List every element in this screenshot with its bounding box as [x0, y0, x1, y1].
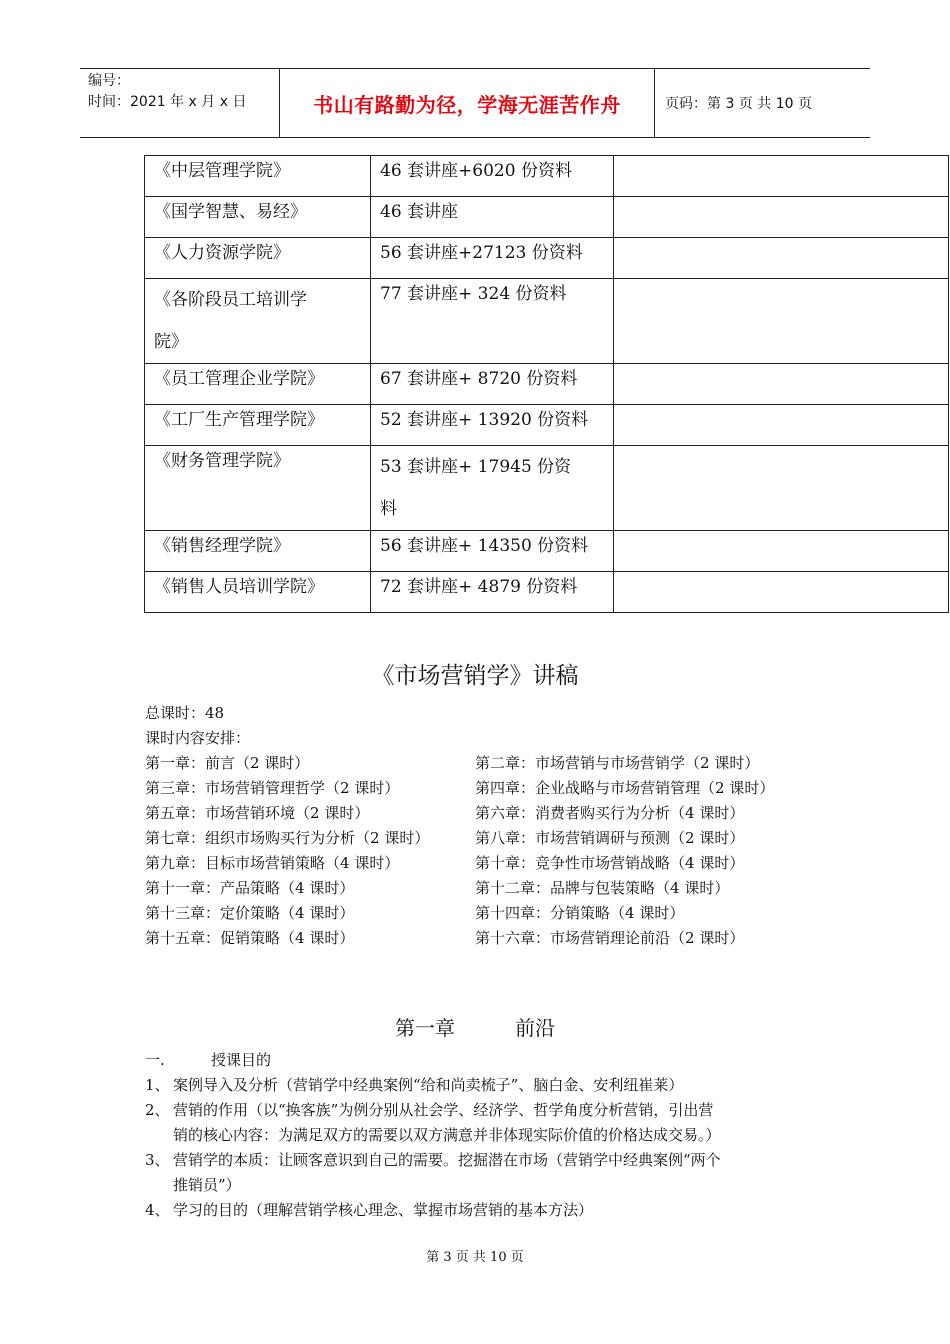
header-info [80, 69, 280, 137]
header-motto: 书山有路勤为径，学海无涯苦作舟 [280, 69, 655, 137]
schedule-item: 第十一章：产品策略（4 课时） [145, 879, 355, 897]
table-cell: 56 套讲座+ 14350 份资料 [371, 531, 614, 572]
table-cell: 72 套讲座+ 4879 份资料 [371, 572, 614, 613]
list-item [145, 1148, 825, 1198]
cell-line: 院》 [154, 332, 188, 352]
table-cell [145, 279, 371, 364]
list-item [145, 1073, 825, 1098]
page-header [80, 68, 870, 138]
item-number: 3、 [145, 1151, 170, 1169]
schedule-row [145, 926, 825, 951]
list-item [145, 1098, 825, 1148]
item-number: 4、 [145, 1201, 170, 1219]
section-heading [145, 1048, 271, 1073]
number-label: 编号： [88, 73, 130, 89]
cell-line: 料 [380, 499, 397, 519]
schedule-row [145, 751, 825, 776]
schedule-item: 第三章：市场营销管理哲学（2 课时） [145, 779, 400, 797]
item-number: 2、 [145, 1101, 170, 1119]
table-cell: 56 套讲座+27123 份资料 [371, 238, 614, 279]
table-cell [614, 238, 949, 279]
schedule-row [145, 851, 825, 876]
table-cell: 《销售人员培训学院》 [145, 572, 371, 613]
schedule-row [145, 826, 825, 851]
schedule-item: 第十章：竞争性市场营销战略（4 课时） [475, 854, 745, 872]
table-row [145, 156, 949, 197]
table-cell: 《销售经理学院》 [145, 531, 371, 572]
schedule-item: 第十四章：分销策略（4 课时） [475, 904, 685, 922]
table-cell [614, 446, 949, 531]
schedule-item: 第四章：企业战略与市场营销管理（2 课时） [475, 779, 775, 797]
header-page-code: 页码：第 3 页 共 10 页 [665, 96, 812, 112]
table-row [145, 531, 949, 572]
table-row [145, 279, 949, 364]
section-title: 授课目的 [211, 1051, 272, 1069]
item-text: 案例导入及分析（营销学中经典案例“给和尚卖梳子”、脑白金、安利纽崔莱） [173, 1076, 684, 1094]
table-cell: 《国学智慧、易经》 [145, 197, 371, 238]
chapter-number: 第一章 [395, 1016, 455, 1040]
table-row [145, 405, 949, 446]
item-text-continued: 推销员”） [173, 1176, 241, 1194]
table-cell: 46 套讲座+6020 份资料 [371, 156, 614, 197]
total-hours: 总课时：48 [145, 704, 225, 722]
schedule-item: 第十六章：市场营销理论前沿（2 课时） [475, 929, 745, 947]
schedule-row [145, 901, 825, 926]
table-cell [614, 572, 949, 613]
item-number: 1、 [145, 1076, 170, 1094]
schedule-item: 第六章：消费者购买行为分析（4 课时） [475, 804, 745, 822]
chapter-title [0, 1012, 950, 1041]
lecture-title: 《市场营销学》讲稿 [371, 663, 579, 689]
item-text: 营销学的本质：让顾客意识到自己的需要。挖掘潜在市场（营销学中经典案例“两个 [173, 1151, 721, 1169]
cell-line: 《各阶段员工培训学 [154, 290, 307, 310]
schedule-item: 第九章：目标市场营销策略（4 课时） [145, 854, 400, 872]
chapter-name: 前沿 [515, 1016, 555, 1040]
table-row [145, 238, 949, 279]
table-cell: 《工厂生产管理学院》 [145, 405, 371, 446]
list-item [145, 1198, 825, 1223]
table-cell [614, 405, 949, 446]
table-cell: 52 套讲座+ 13920 份资料 [371, 405, 614, 446]
table-cell [614, 197, 949, 238]
course-table [144, 155, 949, 613]
schedule-row [145, 876, 825, 901]
schedule-item: 第十五章：促销策略（4 课时） [145, 929, 355, 947]
table-row [145, 197, 949, 238]
schedule-item: 第五章：市场营销环境（2 课时） [145, 804, 370, 822]
schedule-label: 课时内容安排： [145, 729, 251, 747]
table-row [145, 364, 949, 405]
schedule-item: 第十三章：定价策略（4 课时） [145, 904, 355, 922]
cell-line: 53 套讲座+ 17945 份资 [380, 457, 572, 477]
table-cell [614, 364, 949, 405]
schedule-item: 第二章：市场营销与市场营销学（2 课时） [475, 754, 760, 772]
table-row [145, 446, 949, 531]
table-cell [614, 279, 949, 364]
schedule-item: 第八章：市场营销调研与预测（2 课时） [475, 829, 745, 847]
item-text: 营销的作用（以“换客族”为例分别从社会学、经济学、哲学角度分析营销，引出营 [173, 1101, 714, 1119]
schedule-row [145, 776, 825, 801]
table-cell: 《人力资源学院》 [145, 238, 371, 279]
schedule-item: 第十二章：品牌与包装策略（4 课时） [475, 879, 730, 897]
table-cell [614, 156, 949, 197]
table-cell [614, 531, 949, 572]
item-text: 学习的目的（理解营销学核心理念、掌握市场营销的基本方法） [173, 1201, 594, 1219]
table-cell: 46 套讲座 [371, 197, 614, 238]
page-footer: 第 3 页 共 10 页 [426, 1250, 524, 1265]
table-cell: 《中层管理学院》 [145, 156, 371, 197]
schedule-item: 第一章：前言（2 课时） [145, 754, 310, 772]
schedule-item: 第七章：组织市场购买行为分析（2 课时） [145, 829, 430, 847]
schedule-row [145, 801, 825, 826]
section-number: 一. [145, 1051, 165, 1069]
table-row [145, 572, 949, 613]
table-cell: 《员工管理企业学院》 [145, 364, 371, 405]
table-cell: 《财务管理学院》 [145, 446, 371, 531]
item-text-continued: 销的核心内容：为满足双方的需要以双方满意并非体现实际价值的价格达成交易。） [173, 1126, 721, 1144]
schedule-list [145, 751, 825, 951]
table-cell [371, 446, 614, 531]
table-cell: 67 套讲座+ 8720 份资料 [371, 364, 614, 405]
time-label: 时间：2021 年 x 月 x 日 [88, 94, 247, 110]
table-cell: 77 套讲座+ 324 份资料 [371, 279, 614, 364]
